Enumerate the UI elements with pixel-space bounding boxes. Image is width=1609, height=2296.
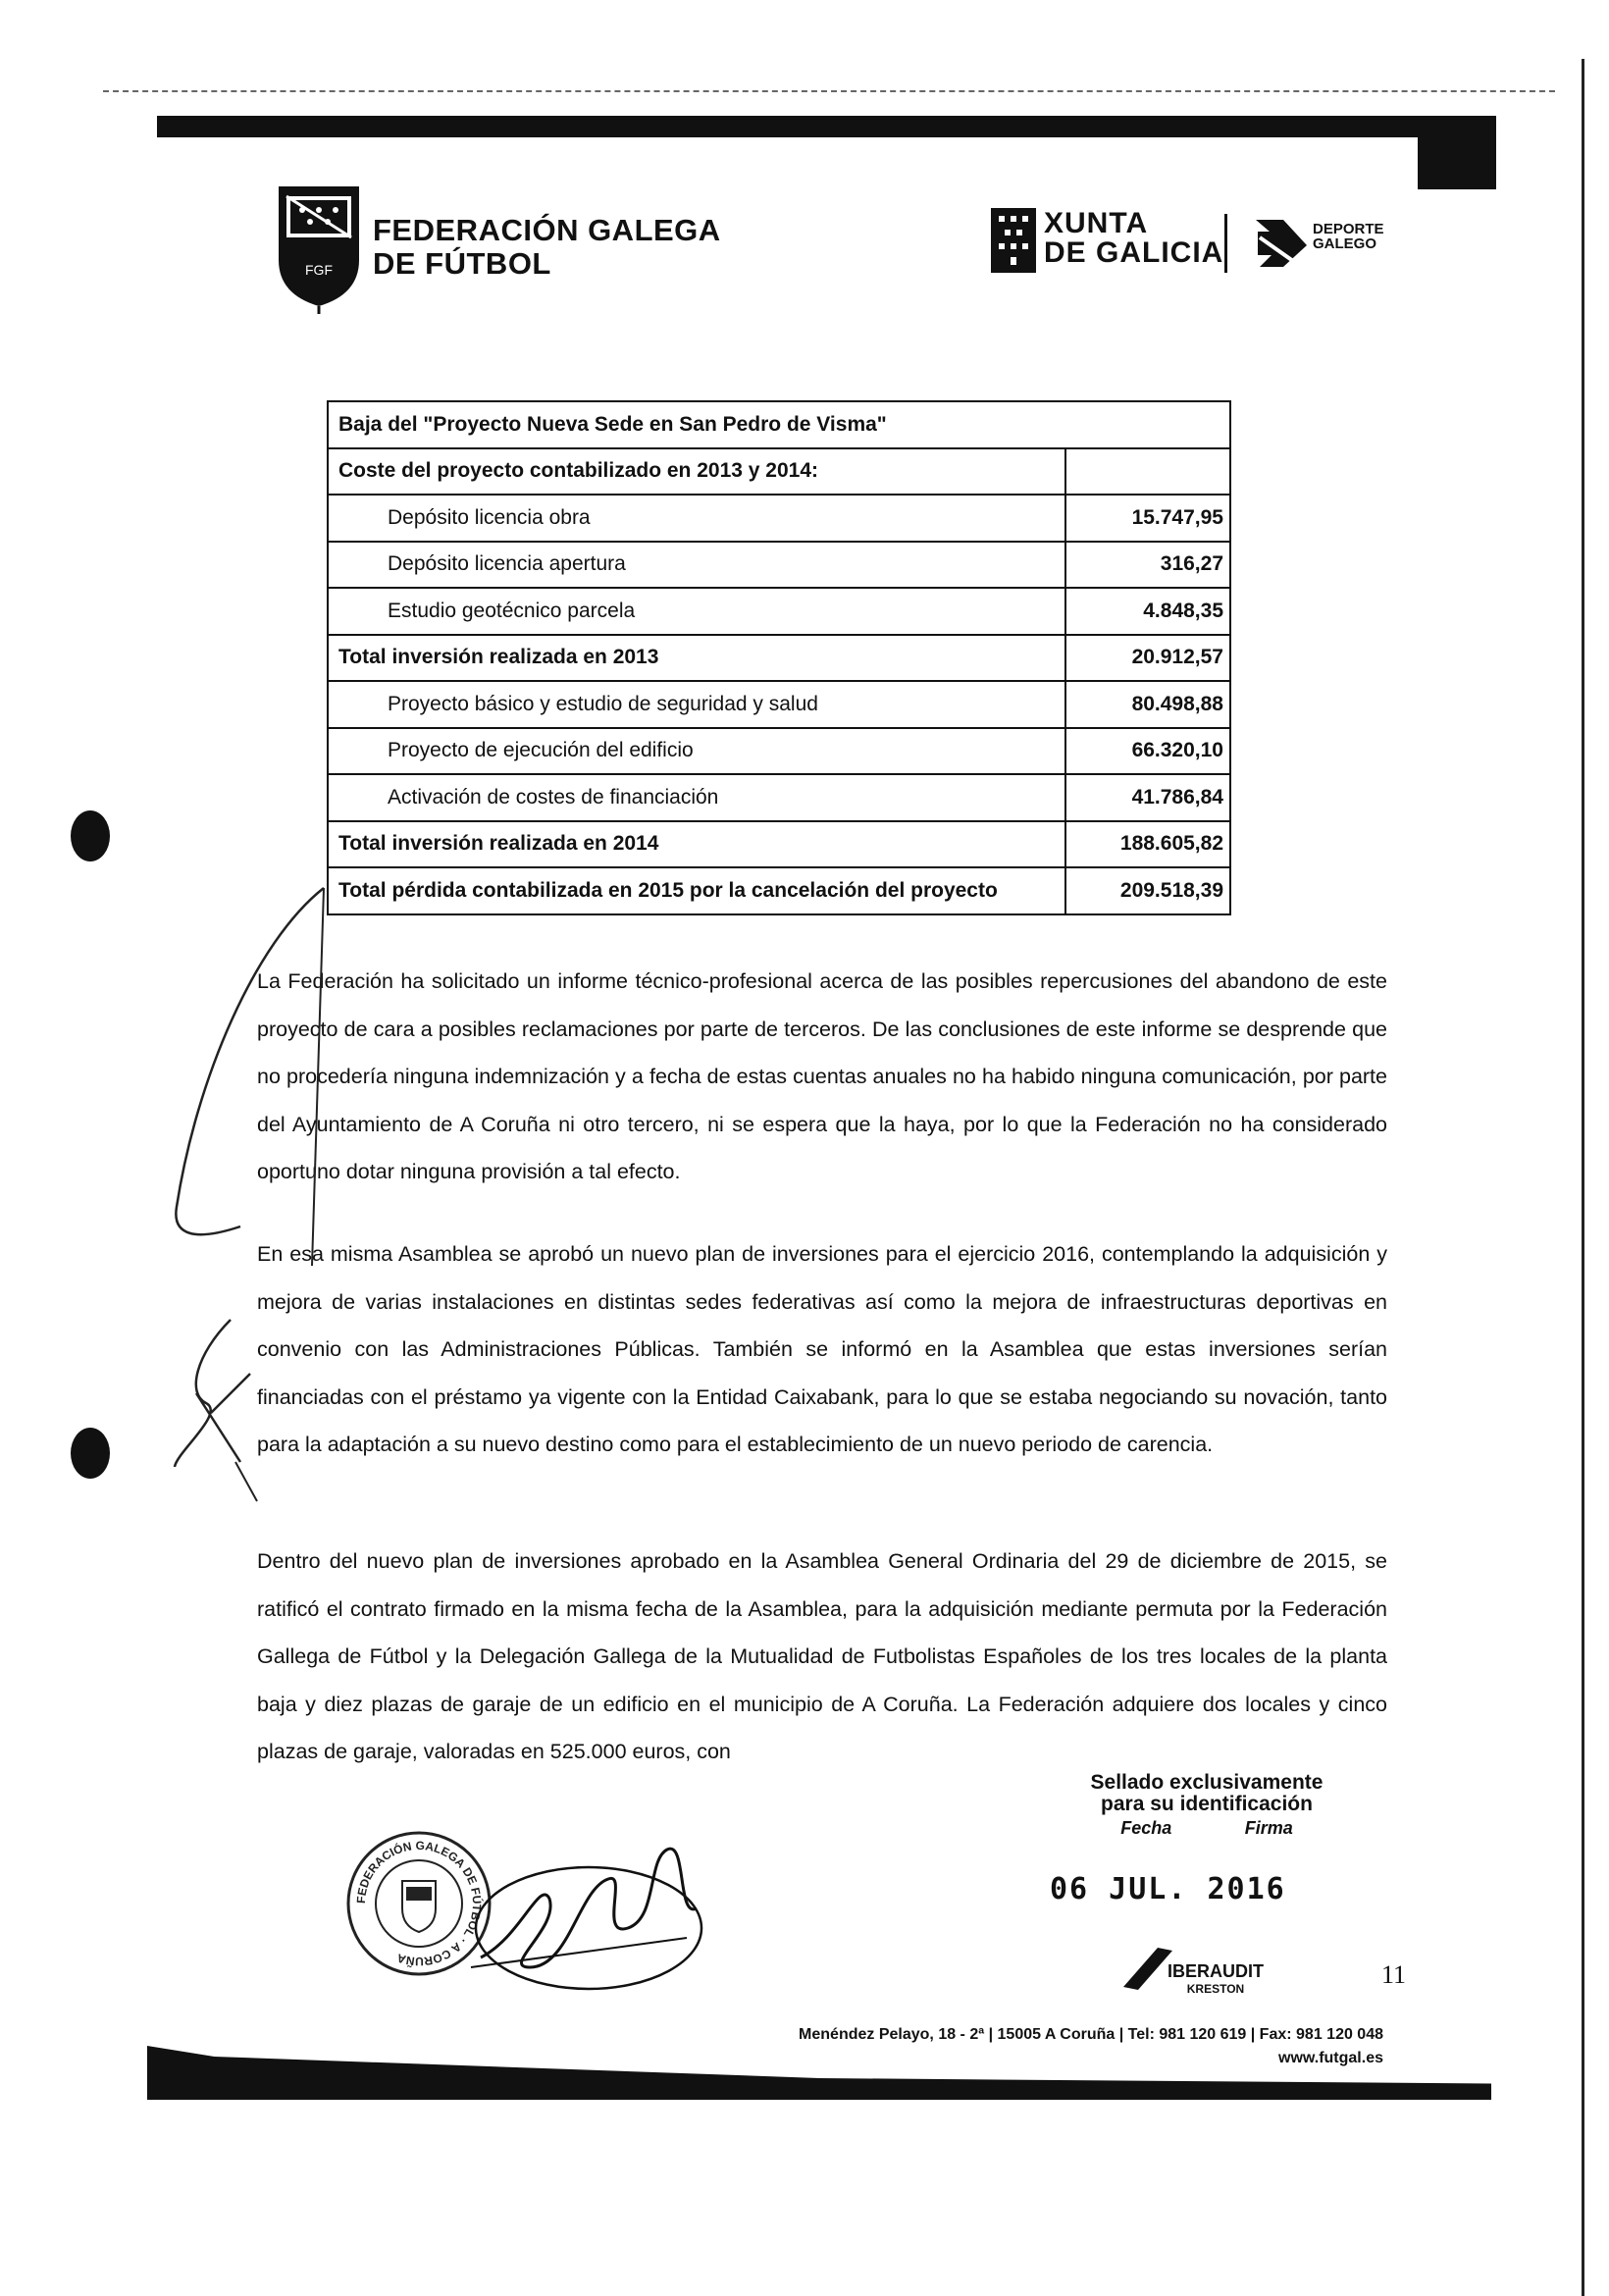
row-label: Depósito licencia apertura [328,542,1065,589]
table-cost-header: Coste del proyecto contabilizado en 2013 y 2014: [328,448,1065,496]
row-value: 15.747,95 [1065,495,1230,542]
auditor-line2: KRESTON [1186,1982,1245,1996]
paragraph-permuta: Dentro del nuevo plan de inversiones aprobado en la Asamblea General Ordinaria del 29 de diciembre de 2015, se ratificó el contrato firmado en la misma fecha de la Asamblea, para la adquisición mediante permuta por la Federación Gallega de Fútbol y la Delegación Gallega de la Mutualidad de Futbolistas Españoles de los tres locales de la planta baja y diez plazas de garaje de un edificio en el municipio de A Coruña. La Federación adquiere dos locales y cinco plazas de garaje, valoradas en 525.000 euros, con [257,1549,1387,1763]
footer [667,2023,1383,2070]
footer-web: www.futgal.es [1278,2050,1383,2066]
total-2014-label: Total inversión realizada en 2014 [328,821,1065,868]
auditor-line1: IBERAUDIT [1168,1961,1264,1981]
deporte-line1: DEPORTE [1313,221,1384,237]
row-label: Proyecto de ejecución del edificio [328,728,1065,775]
row-label: Estudio geotécnico parcela [328,588,1065,635]
stamp-fecha: Fecha [1120,1818,1172,1838]
auditor-name [1168,1962,1264,1998]
scan-top-bar [157,116,1496,137]
total-2013-value: 20.912,57 [1065,635,1230,682]
stamp-line2: para su identificación [1101,1793,1313,1815]
deporte-title [1313,222,1384,251]
project-cost-table [327,400,1231,915]
seal-text: FEDERACIÓN GALEGA DE FÚTBOL · A CORUÑA [353,1838,485,1969]
audit-stamp [1084,1772,1329,1839]
table-row [328,867,1230,914]
xunta-line2: DE GALICIA [1044,236,1224,269]
deporte-galego-icon [1254,218,1309,269]
fgf-title [373,214,721,281]
table-row [328,542,1230,589]
row-value: 66.320,10 [1065,728,1230,775]
xunta-line1: XUNTA [1044,207,1149,239]
table-row [328,821,1230,868]
table-row [328,448,1230,496]
fgf-title-line2: DE FÚTBOL [373,246,551,281]
table-row [328,774,1230,821]
punch-hole-bottom [71,1428,110,1479]
fgf-shield-logo [273,177,365,314]
table-title: Baja del "Proyecto Nueva Sede en San Pedro de Visma" [328,401,1230,448]
fgf-title-line1: FEDERACIÓN GALEGA [373,213,721,247]
row-value: 316,27 [1065,542,1230,589]
row-value: 41.786,84 [1065,774,1230,821]
footer-address: Menéndez Pelayo, 18 - 2ª | 15005 A Coruña | Tel: 981 120 619 | Fax: 981 120 048 [799,2026,1383,2043]
row-value: 4.848,35 [1065,588,1230,635]
xunta-crest-icon [991,208,1036,273]
paragraph-investment-plan: En esa misma Asamblea se aprobó un nuevo plan de inversiones para el ejercicio 2016, contemplando la adquisición y mejora de varias instalaciones en distintas sedes federativas así como la mejora de infraestructuras deportivas en convenio con las Administraciones Públicas. También se informó en la Asamblea que estas inversiones serían financiadas con el préstamo ya vigente con la Entidad Caixabank, para lo que se estaba negociando su novación, tanto para la adaptación a su nuevo destino como para el establecimiento de un nuevo periodo de carencia. [257,1242,1387,1456]
table-row [328,401,1230,448]
table-row [328,588,1230,635]
stamp-date: 06 JUL. 2016 [1050,1872,1286,1906]
handwritten-signature [461,1820,716,1997]
stamp-line1: Sellado exclusivamente [1090,1771,1324,1794]
total-2013-label: Total inversión realizada en 2013 [328,635,1065,682]
row-label: Depósito licencia obra [328,495,1065,542]
scan-dashed-line [103,90,1555,92]
table-row [328,635,1230,682]
row-label: Activación de costes de financiación [328,774,1065,821]
deporte-line2: GALEGO [1313,235,1377,252]
table-row [328,681,1230,728]
total-2014-value: 188.605,82 [1065,821,1230,868]
punch-hole-top [71,810,110,861]
scan-right-edge [1582,59,1584,2296]
scan-top-bar-end [1418,116,1496,189]
table-empty-cell [1065,448,1230,496]
table-row [328,495,1230,542]
total-loss-value: 209.518,39 [1065,867,1230,914]
table-row [328,728,1230,775]
page-number: 11 [1381,1960,1407,1989]
row-label: Proyecto básico y estudio de seguridad y salud [328,681,1065,728]
total-loss-label: Total pérdida contabilizada en 2015 por la cancelación del proyecto [328,867,1065,914]
xunta-title [1044,209,1223,268]
paragraph-report: La Federación ha solicitado un informe técnico-profesional acerca de las posibles repercusiones del abandono de este proyecto de cara a posibles reclamaciones por parte de terceros. De las conclusiones de este informe se desprende que no procedería ninguna indemnización y a fecha de estas cuentas anuales no ha habido ninguna comunicación, por parte del Ayuntamiento de A Coruña ni otro tercero, ni se espera que la haya, por lo que la Federación no ha considerado oportuno dotar ninguna provisión a tal efecto. [257,969,1387,1183]
stamp-firma: Firma [1244,1818,1293,1838]
row-value: 80.498,88 [1065,681,1230,728]
fgf-badge-text: FGF [305,262,333,278]
header-separator [1224,214,1227,273]
